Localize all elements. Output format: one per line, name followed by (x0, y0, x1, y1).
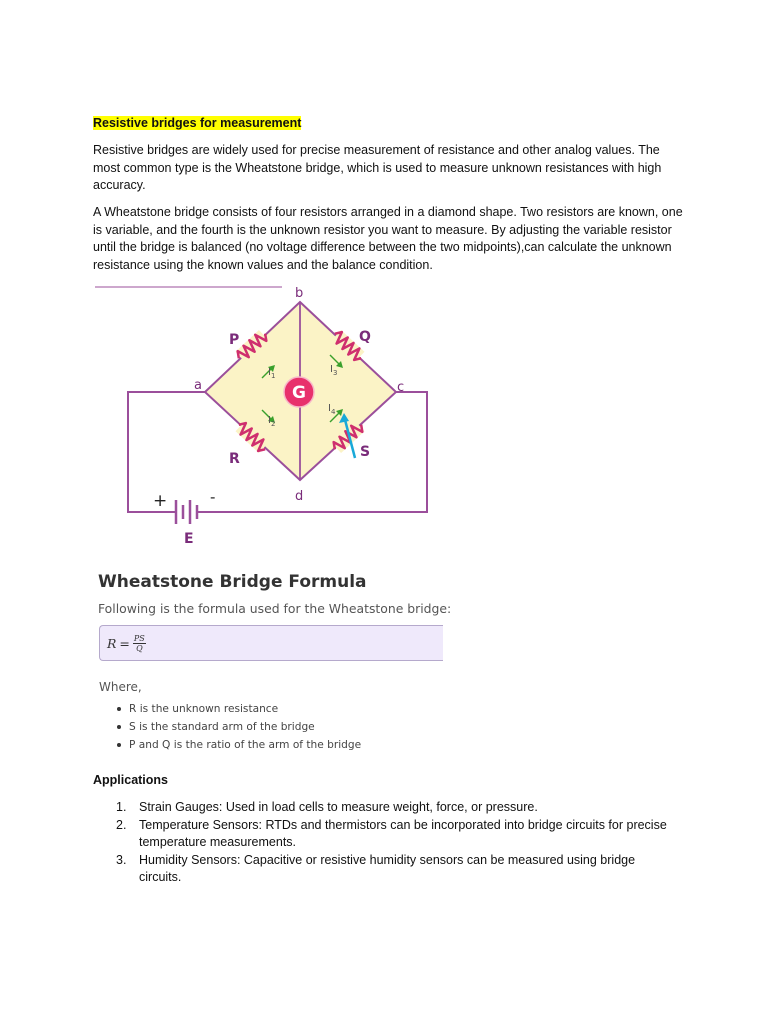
current-label-i1: $I_1$ (268, 367, 276, 380)
list-item: S is the standard arm of the bridge (117, 718, 361, 736)
list-item-number: 2. (116, 817, 127, 832)
list-item (93, 852, 673, 887)
formula-lhs: R (107, 636, 117, 651)
bridge-formula (107, 634, 146, 653)
resistor-p-label: P (229, 332, 240, 348)
node-label-d: d (295, 489, 304, 504)
intro-paragraph: Resistive bridges are widely used for precise measurement of resistance and other analog values. The most common type is the Wheatstone bridge, which is used to measure unknown resistances with high accuracy. (93, 143, 662, 193)
list-item (93, 799, 673, 817)
node-label-b: b (295, 286, 304, 301)
formula-numerator: PS (133, 634, 145, 643)
section-heading (93, 115, 301, 131)
battery-icon (172, 500, 202, 524)
node-label-a: a (194, 378, 202, 393)
formula-variable-list (117, 700, 361, 754)
wheatstone-description-paragraph: A Wheatstone bridge consists of four resistors arranged in a diamond shape. Two resistors are known, one is variable, and the fourth is the unknown resistor you want to measure. By adjusting the variable resistor until the bridge is balanced (no voltage difference between the two midpoints),can calculate the unknown resistance using the known values and the balance condition. (93, 205, 683, 272)
battery-label: E (184, 531, 194, 547)
formula-equals: = (119, 636, 130, 651)
wheatstone-bridge-diagram (90, 280, 440, 550)
list-item: P and Q is the ratio of the arm of the bridge (117, 736, 361, 754)
resistor-r-label: R (229, 451, 240, 467)
list-item-text: Temperature Sensors: RTDs and thermistors can be incorporated into bridge circuits for precise temperature measurements. (139, 817, 667, 850)
node-label-c: c (397, 380, 405, 395)
list-item-text: Humidity Sensors: Capacitive or resistive humidity sensors can be measured using bridge circuits. (139, 852, 636, 885)
formula-where-label: Where, (99, 680, 142, 694)
applications-heading: Applications (93, 773, 169, 787)
formula-fraction (133, 634, 146, 653)
list-item (93, 817, 673, 852)
highlighted-heading-text: Resistive bridges for measurement (93, 116, 302, 130)
current-label-i4: $I_4$ (328, 403, 336, 416)
formula-section-subtitle: Following is the formula used for the Wheatstone bridge: (98, 601, 452, 616)
galvanometer-label: G (292, 383, 306, 403)
current-label-i3: $I_3$ (330, 364, 338, 377)
formula-denominator: Q (136, 644, 143, 653)
formula-section-title: Wheatstone Bridge Formula (98, 572, 367, 592)
resistor-s-label: S (360, 444, 371, 460)
formula-box (99, 625, 443, 661)
list-item-number: 1. (116, 800, 127, 814)
battery-minus-label: - (210, 488, 216, 506)
resistor-q-label: Q (359, 329, 371, 345)
current-label-i2: $I_2$ (268, 415, 276, 428)
list-item: R is the unknown resistance (117, 700, 361, 718)
battery-plus-label: + (153, 491, 168, 511)
list-item-number: 3. (116, 852, 127, 867)
list-item-text: Strain Gauges: Used in load cells to measure weight, force, or pressure. (139, 800, 538, 814)
applications-list (93, 799, 673, 887)
